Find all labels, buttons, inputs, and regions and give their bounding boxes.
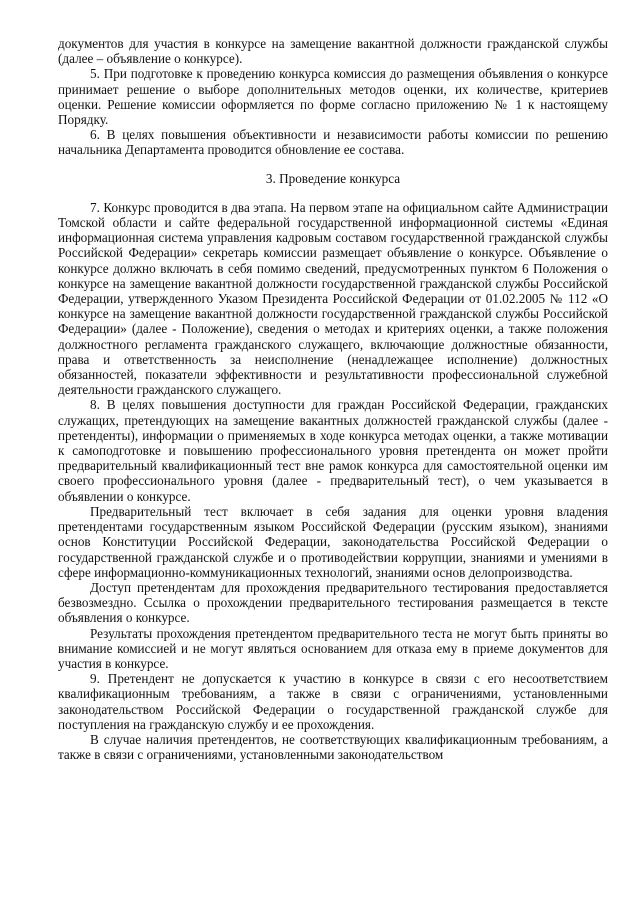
- section-title: 3. Проведение конкурса: [265, 170, 401, 186]
- paragraph-item-8: 8. В целях повышения доступности для граждан Российской Федерации, гражданских служащих, претендующих на замещение вакантных должностей гражданской службы (далее - претенденты), информации о применяемых в ходе конкурса методах оценки, а также мотивации к самоподготовке и повышению профессионального уровня претендента он может пройти предварительный квалификационный тест вне рамок конкурса для самостоятельной оценки им своего профессионального уровня (далее - предварительный тест), о чем указывается в объявлении о конкурсе.: [58, 397, 608, 504]
- paragraph-case: В случае наличия претендентов, не соответствующих квалификационным требованиям, а также в связи с ограничениями, установленными законодательством: [58, 731, 608, 763]
- paragraph-item-5: 5. При подготовке к проведению конкурса комиссия до размещения объявления о конкурсе принимает решение о выборе дополнительных методов оценки, их количестве, критериев оценки. Решение комиссии оформляется по форме согласно приложению № 1 к настоящему Порядку.: [58, 66, 608, 128]
- paragraph-access: Доступ претендентам для прохождения предварительного тестирования предоставляется безвозмездно. Ссылка о прохождении предварительного тестирования размещается в тексте объявления о конкурсе.: [58, 579, 608, 626]
- paragraph-continuation: документов для участия в конкурсе на замещение вакантной должности гражданской службы (далее – объявление о конкурсе).: [58, 36, 608, 67]
- paragraph-item-7: 7. Конкурс проводится в два этапа. На первом этапе на официальном сайте Администрации Томской области и сайте федеральной государственной информационной системы «Единая информационная система управления кадровым составом государственной гражданской службы Российской Федерации» секретарь комиссии размещает объявление о конкурсе. Объявление о конкурсе должно включать в себя помимо сведений, предусмотренных пунктом 6 Положения о конкурсе на замещение вакантной должности государственной гражданской службы Российской Федерации, утвержденного Указом Президента Российской Федерации от 01.02.2005 № 112 «О конкурсе на замещение вакантной должности государственной гражданской службы Российской Федерации» (далее - Положение), сведения о методах и критериях оценки, а также положения должностного регламента гражданского служащего, включающие должностные обязанности, права и ответственность за неисполнение (ненадлежащее исполнение) должностных обязанностей, показатели эффективности и результативности профессиональной служебной деятельности гражданского служащего.: [58, 199, 608, 398]
- paragraph-item-6: 6. В целях повышения объективности и независимости работы комиссии по решению начальника Департамента проводится обновление ее состава.: [58, 127, 608, 158]
- paragraph-results: Результаты прохождения претендентом предварительного теста не могут быть приняты во внимание комиссией и не могут являться основанием для отказа ему в приеме документов для участия в конкурсе.: [58, 625, 608, 671]
- paragraph-item-9: 9. Претендент не допускается к участию в конкурсе в связи с его несоответствием квалификационным требованиям, а также в связи с ограничениями, установленными законодательством Российской Федерации о государственной гражданской службе для поступления на гражданскую службу и ее прохождения.: [58, 671, 608, 732]
- paragraph-preliminary-test: Предварительный тест включает в себя задания для оценки уровня владения претендентами государственным языком Российской Федерации (русским языком), знаниями основ Конституции Российской Федерации, законодательства Российской Федерации о государственной гражданской службе и о противодействии коррупции, знаниями и умениями в сфере информационно-коммуникационных технологий, знаниями основ делопроизводства.: [58, 503, 608, 580]
